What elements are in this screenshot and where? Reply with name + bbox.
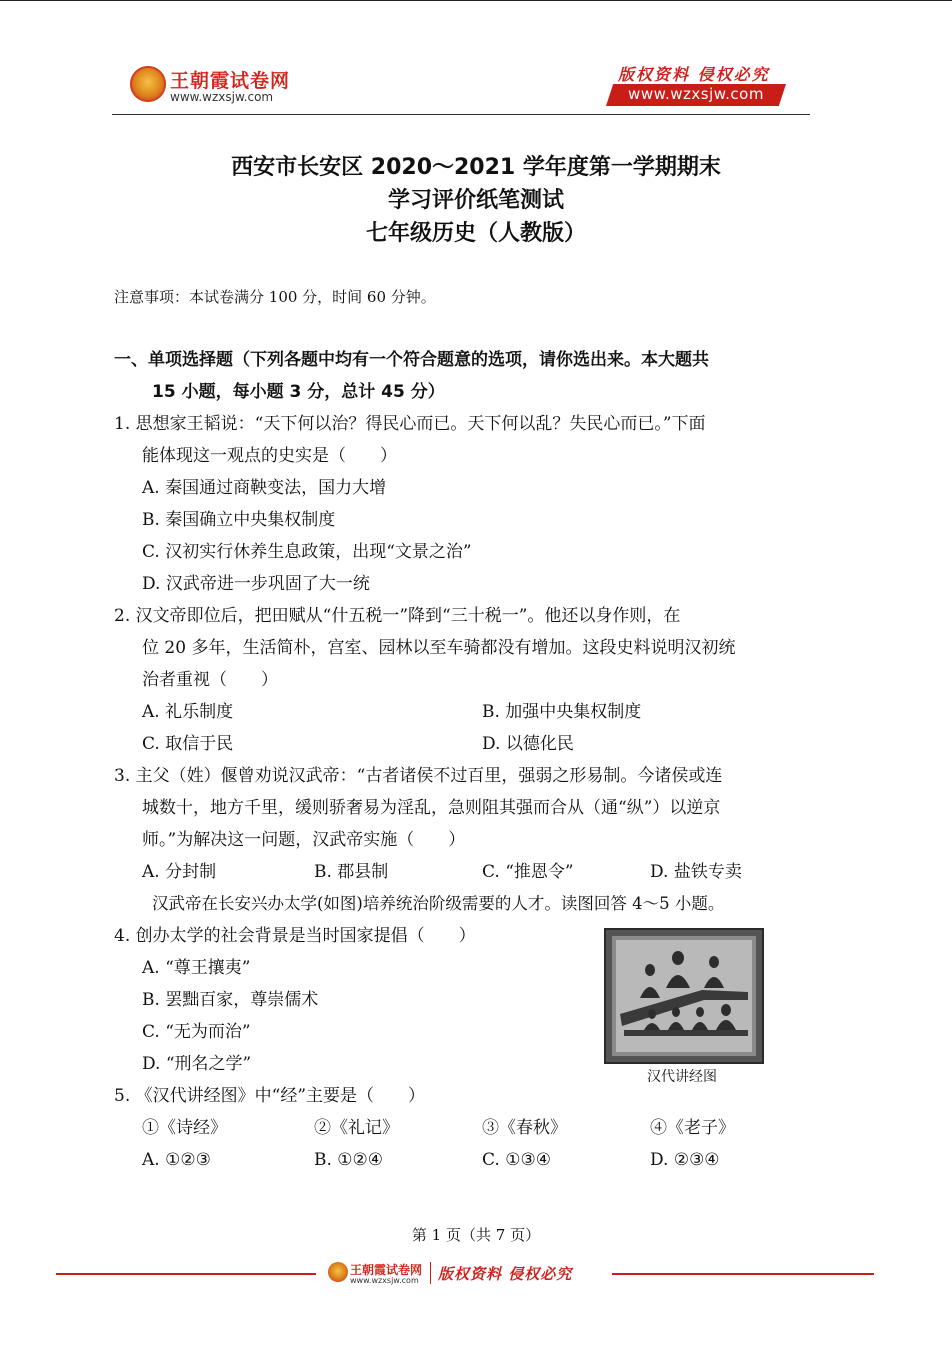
exam-notice: 注意事项：本试卷满分 100 分，时间 60 分钟。 xyxy=(114,288,436,306)
question-5-option-a: A. ①②③ xyxy=(142,1150,211,1170)
questions-4-5-intro: 汉武帝在长安兴办太学(如图)培养统治阶级需要的人才。读图回答 4～5 小题。 xyxy=(152,894,725,913)
han-lecture-image xyxy=(604,928,764,1064)
question-3-option-b: B. 郡县制 xyxy=(314,862,389,882)
question-2-option-c: C. 取信于民 xyxy=(142,734,234,754)
exam-title-line2: 学习评价纸笔测试 xyxy=(387,188,564,213)
question-2-stem-cont: 位 20 多年，生活简朴，宫室、园林以至车骑都没有增加。这段史料说明汉初统 xyxy=(142,638,736,658)
question-1-stem: 1. 思想家王韬说：“天下何以治？得民心而已。天下何以乱？失民心而已。”下面 xyxy=(114,414,706,434)
figure-caption: 汉代讲经图 xyxy=(647,1069,717,1085)
question-5-item-3: ③《春秋》 xyxy=(482,1118,567,1138)
header-logo-url: www.wzxsjw.com xyxy=(170,90,274,104)
question-4-stem: 4. 创办太学的社会背景是当时国家提倡（ ） xyxy=(114,926,476,946)
question-4-option-b: B. 罢黜百家，尊崇儒术 xyxy=(142,990,319,1010)
footer-divider-left xyxy=(56,1273,316,1275)
footer-rights-notice: 版权资料 侵权必究 xyxy=(438,1265,573,1283)
section-heading: 一、单项选择题（下列各题中均有一个符合题意的选项，请你选出来。本大题共 xyxy=(114,350,709,370)
question-3-stem: 3. 主父（姓）偃曾劝说汉武帝：“古者诸侯不过百里，强弱之形易制。今诸侯或连 xyxy=(114,766,723,786)
question-4-option-c: C. “无为而治” xyxy=(142,1022,251,1042)
question-3-option-c: C. “推恩令” xyxy=(482,862,574,882)
question-2-option-b: B. 加强中央集权制度 xyxy=(482,702,642,722)
footer-divider-right xyxy=(612,1273,874,1275)
footer-logo-url: www.wzxsjw.com xyxy=(350,1276,419,1285)
question-5-item-2: ②《礼记》 xyxy=(314,1118,399,1138)
question-1-option-c: C. 汉初实行休养生息政策，出现“文景之治” xyxy=(142,542,472,562)
question-5-stem: 5. 《汉代讲经图》中“经”主要是（ ） xyxy=(114,1086,426,1106)
question-3-stem-cont: 城数十，地方千里，缓则骄奢易为淫乱，急则阻其强而合从（通“纵”）以逆京 xyxy=(142,798,721,818)
page-number: 第 1 页（共 7 页） xyxy=(411,1226,541,1244)
header-banner-url: www.wzxsjw.com xyxy=(628,85,764,103)
question-2-stem-cont2: 治者重视（ ） xyxy=(142,670,278,690)
header-divider xyxy=(112,114,810,115)
question-5-option-d: D. ②③④ xyxy=(650,1150,720,1170)
exam-title-line3: 七年级历史（人教版） xyxy=(365,221,586,246)
footer-logo-name: 王朝霞试卷网 xyxy=(350,1263,423,1277)
stone-relief-drawing xyxy=(606,930,762,1062)
exam-title-line1: 西安市长安区 2020～2021 学年度第一学期期末 xyxy=(231,155,721,180)
footer-separator xyxy=(430,1262,431,1284)
header-rights-notice: 版权资料 侵权必究 xyxy=(618,65,770,84)
question-3-option-a: A. 分封制 xyxy=(142,862,217,882)
question-1-option-d: D. 汉武帝进一步巩固了大一统 xyxy=(142,574,370,594)
logo-badge-icon xyxy=(130,66,166,102)
section-heading-cont: 15 小题，每小题 3 分，总计 45 分） xyxy=(152,382,445,402)
question-1-stem-cont: 能体现这一观点的史实是（ ） xyxy=(142,446,397,466)
question-4-option-d: D. “刑名之学” xyxy=(142,1054,252,1074)
header-logo-name: 王朝霞试卷网 xyxy=(170,70,291,92)
question-2-option-a: A. 礼乐制度 xyxy=(142,702,234,722)
question-3-option-d: D. 盐铁专卖 xyxy=(650,862,742,882)
question-5-option-b: B. ①②④ xyxy=(314,1150,384,1170)
question-2-option-d: D. 以德化民 xyxy=(482,734,574,754)
question-5-option-c: C. ①③④ xyxy=(482,1150,551,1170)
footer-logo-badge-icon xyxy=(328,1262,348,1282)
question-5-item-4: ④《老子》 xyxy=(650,1118,735,1138)
page-top-edge xyxy=(0,0,952,1)
question-5-item-1: ①《诗经》 xyxy=(142,1118,227,1138)
question-4-option-a: A. “尊王攘夷” xyxy=(142,958,251,978)
question-3-stem-cont2: 师。”为解决这一问题，汉武帝实施（ ） xyxy=(142,830,466,850)
question-1-option-b: B. 秦国确立中央集权制度 xyxy=(142,510,336,530)
question-2-stem: 2. 汉文帝即位后，把田赋从“什五税一”降到“三十税一”。他还以身作则，在 xyxy=(114,606,681,626)
question-1-option-a: A. 秦国通过商鞅变法，国力大增 xyxy=(142,478,387,498)
